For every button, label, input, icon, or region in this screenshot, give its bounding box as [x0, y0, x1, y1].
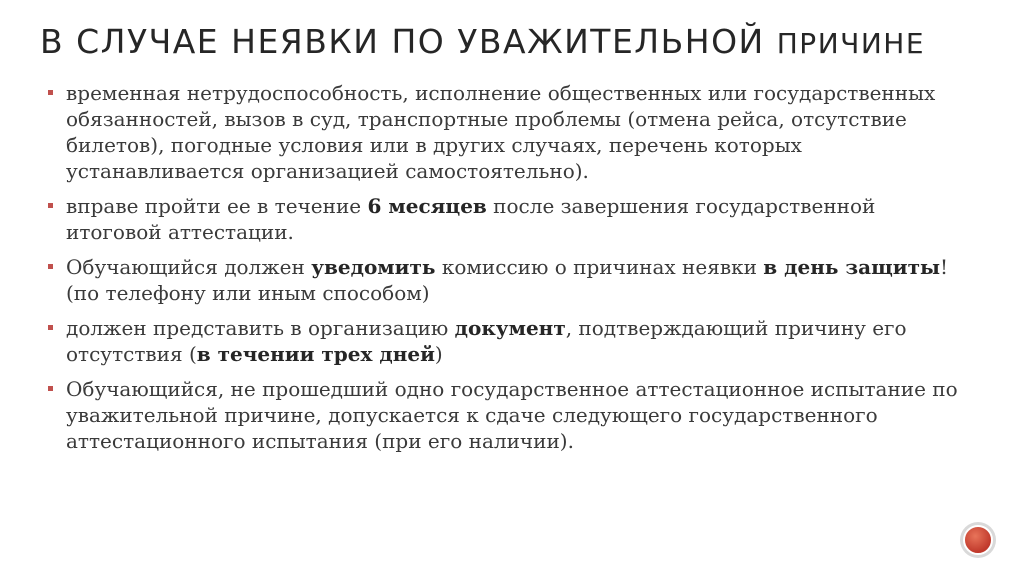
emphasis-text: 6 месяцев: [367, 194, 487, 218]
item-text: ): [434, 342, 443, 366]
circle-icon: [963, 525, 993, 555]
list-item: [48, 193, 968, 245]
bullet-icon: [48, 90, 53, 95]
bullet-icon: [48, 325, 53, 330]
slide-nav-button[interactable]: [960, 522, 996, 558]
emphasis-text: в день защиты: [763, 255, 941, 279]
emphasis-text: документ: [454, 316, 566, 340]
emphasis-text: уведомить: [311, 255, 436, 279]
item-text: должен представить в организацию: [66, 316, 455, 340]
item-text: ! (по телефону или иным способом): [66, 255, 949, 305]
slide-title: [40, 22, 1000, 61]
slide-title-main: В СЛУЧАЕ НЕЯВКИ ПО УВАЖИТЕЛЬНОЙ: [40, 22, 765, 61]
bullet-list: [48, 80, 968, 463]
item-text: после завершения государственной итоговой аттестации.: [66, 194, 876, 244]
list-item: [48, 254, 968, 306]
slide-title-tail: ПРИЧИНЕ: [776, 27, 926, 60]
bullet-icon: [48, 386, 53, 391]
item-text: временная нетрудоспособность, исполнение общественных или государственных обязанностей, вызов в суд, транспортные проблемы (отмена рейса, отсутствие билетов), погодные условия или в других случаях, перечень которых устанавливается организацией самостоятельно).: [66, 81, 936, 183]
list-item: [48, 376, 968, 454]
item-text: , подтверждающий причину его отсутствия (: [66, 316, 907, 366]
item-text: вправе пройти ее в течение: [66, 194, 368, 218]
item-text: Обучающийся должен: [66, 255, 312, 279]
item-text: комиссию о причинах неявки: [435, 255, 764, 279]
bullet-icon: [48, 203, 53, 208]
item-text: Обучающийся, не прошедший одно государственное аттестационное испытание по уважительной причине, допускается к сдаче следующего государственного аттестационного испытания (при его наличии).: [66, 377, 958, 453]
emphasis-text: в течении трех дней: [196, 342, 435, 366]
bullet-icon: [48, 264, 53, 269]
list-item: [48, 315, 968, 367]
list-item: [48, 80, 968, 184]
